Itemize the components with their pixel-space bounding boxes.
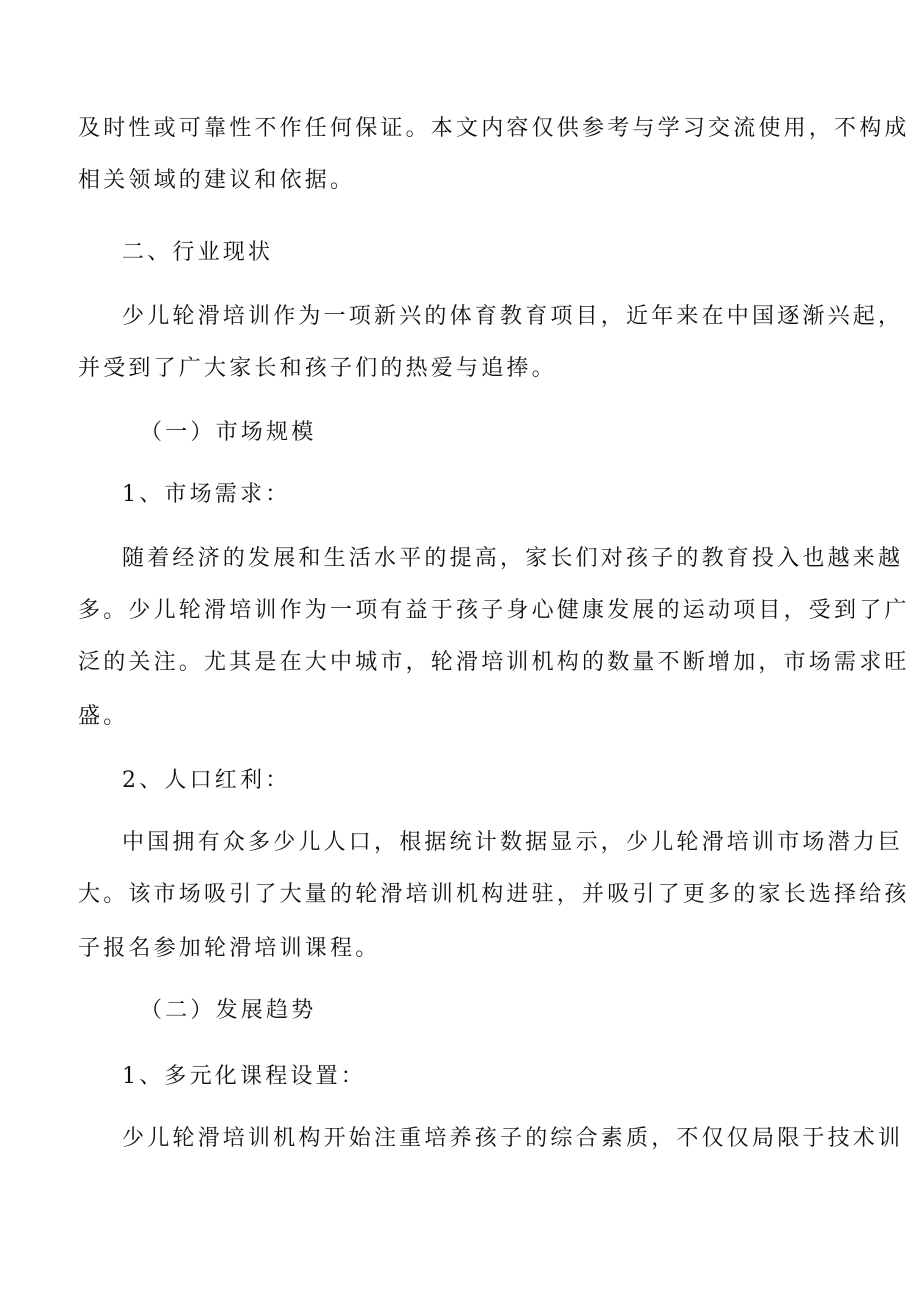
item-heading: 2、人口红利： (122, 768, 291, 793)
paragraph-line: 相关领域的建议和依据。 (78, 168, 356, 193)
section-heading: 二、行业现状 (122, 240, 274, 265)
paragraph-line: 并受到了广大家长和孩子们的热爱与追捧。 (78, 356, 557, 381)
paragraph-line: 大。该市场吸引了大量的轮滑培训机构进驻，并吸引了更多的家长选择给孩 (78, 882, 910, 907)
paragraph-line: 随着经济的发展和生活水平的提高，家长们对孩子的教育投入也越来越 (122, 546, 904, 571)
paragraph-line: 多。少儿轮滑培训作为一项有益于孩子身心健康发展的运动项目，受到了广 (78, 598, 910, 623)
paragraph-line: 泛的关注。尤其是在大中城市，轮滑培训机构的数量不断增加，市场需求旺 (78, 650, 910, 675)
paragraph-line: 少儿轮滑培训作为一项新兴的体育教育项目，近年来在中国逐渐兴起， (122, 304, 904, 329)
item-heading: 1、市场需求： (122, 482, 291, 507)
paragraph-line: 及时性或可靠性不作任何保证。本文内容仅供参考与学习交流使用，不构成 (78, 116, 910, 141)
item-heading: 1、多元化课程设置： (122, 1064, 366, 1089)
paragraph-line: 少儿轮滑培训机构开始注重培养孩子的综合素质，不仅仅局限于技术训 (122, 1126, 904, 1151)
subsection-heading: （二）发展趋势 (140, 998, 317, 1023)
paragraph-line: 中国拥有众多少儿人口，根据统计数据显示，少儿轮滑培训市场潜力巨 (122, 830, 904, 855)
paragraph-line: 子报名参加轮滑培训课程。 (78, 936, 381, 961)
paragraph-line: 盛。 (78, 704, 129, 729)
subsection-heading: （一）市场规模 (140, 420, 317, 445)
